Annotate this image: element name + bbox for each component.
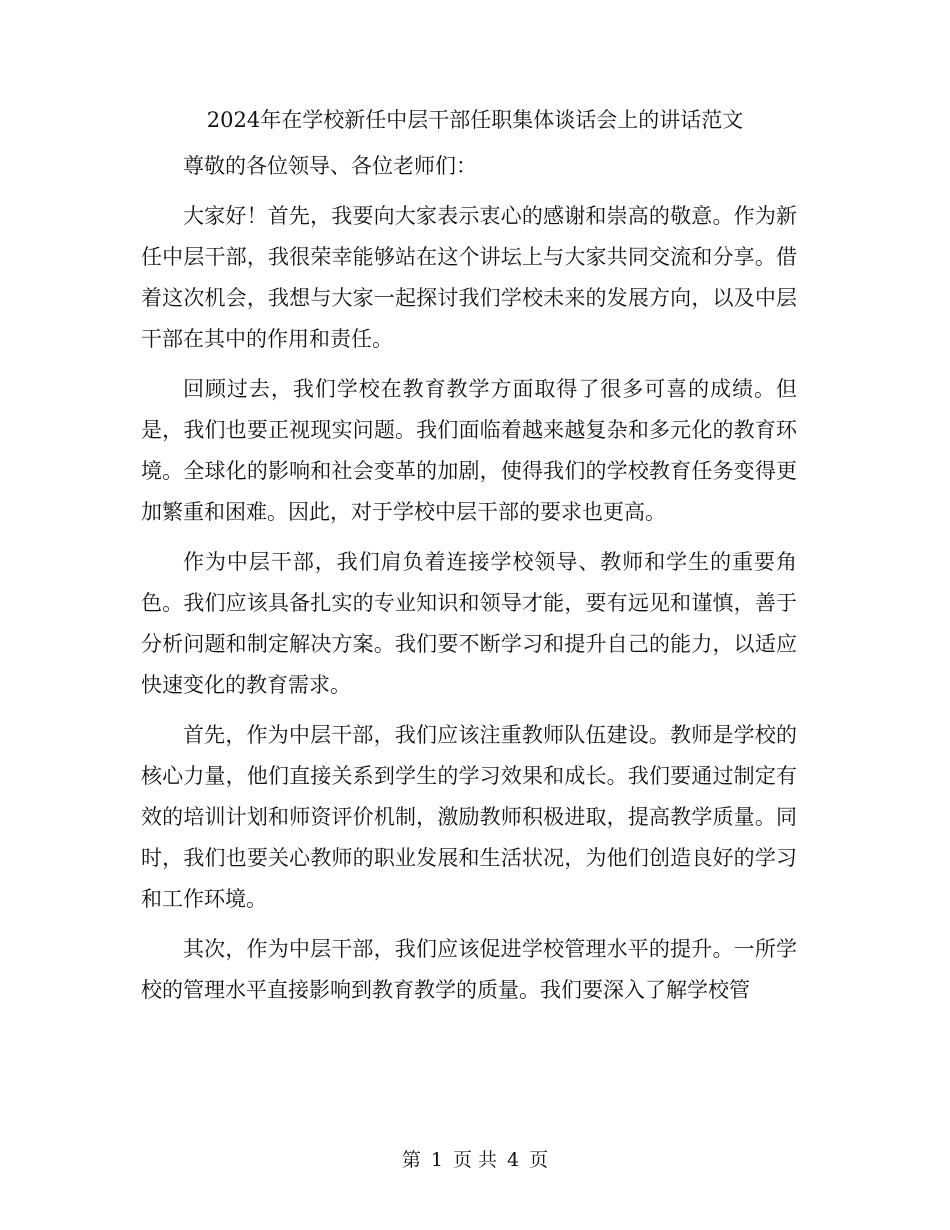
paragraph-4: 首先，作为中层干部，我们应该注重教师队伍建设。教师是学校的核心力量，他们直接关系到学生的学习效果和成长。我们要通过制定有效的培训计划和师资评价机制，激励教师积极进取，提高教学质量。同时，我们也要关心教师的职业发展和生活状况，为他们创造良好的学习和工作环境。 [141, 723, 797, 911]
page-total: 4 [507, 1149, 520, 1171]
page-middle: 页 共 [452, 1149, 498, 1171]
document-body [141, 146, 797, 1011]
paragraph-2: 回顾过去，我们学校在教育教学方面取得了很多可喜的成绩。但是，我们也要正视现实问题。我们面临着越来越复杂和多元化的教育环境。全球化的影响和社会变革的加剧，使得我们的学校教育任务变得更加繁重和困难。因此，对于学校中层干部的要求也更高。 [141, 377, 797, 524]
paragraph-3: 作为中层干部，我们肩负着连接学校领导、教师和学生的重要角色。我们应该具备扎实的专业知识和领导才能，要有远见和谨慎，善于分析问题和制定解决方案。我们要不断学习和提升自己的能力，以适应快速变化的教育需求。 [141, 550, 797, 697]
document-title: 2024年在学校新任中层干部任职集体谈话会上的讲话范文 [206, 108, 744, 132]
salutation: 尊敬的各位领导、各位老师们： [183, 154, 477, 178]
page-footer [0, 1146, 950, 1174]
page-suffix: 页 [529, 1149, 549, 1171]
paragraph-1: 大家好！首先，我要向大家表示衷心的感谢和崇高的敬意。作为新任中层干部，我很荣幸能够站在这个讲坛上与大家共同交流和分享。借着这次机会，我想与大家一起探讨我们学校未来的发展方向，以及中层干部在其中的作用和责任。 [141, 204, 797, 351]
page-prefix: 第 [401, 1149, 421, 1171]
page-current: 1 [430, 1149, 443, 1171]
paragraph-5: 其次，作为中层干部，我们应该促进学校管理水平的提升。一所学校的管理水平直接影响到教育教学的质量。我们要深入了解学校管 [141, 937, 797, 1002]
